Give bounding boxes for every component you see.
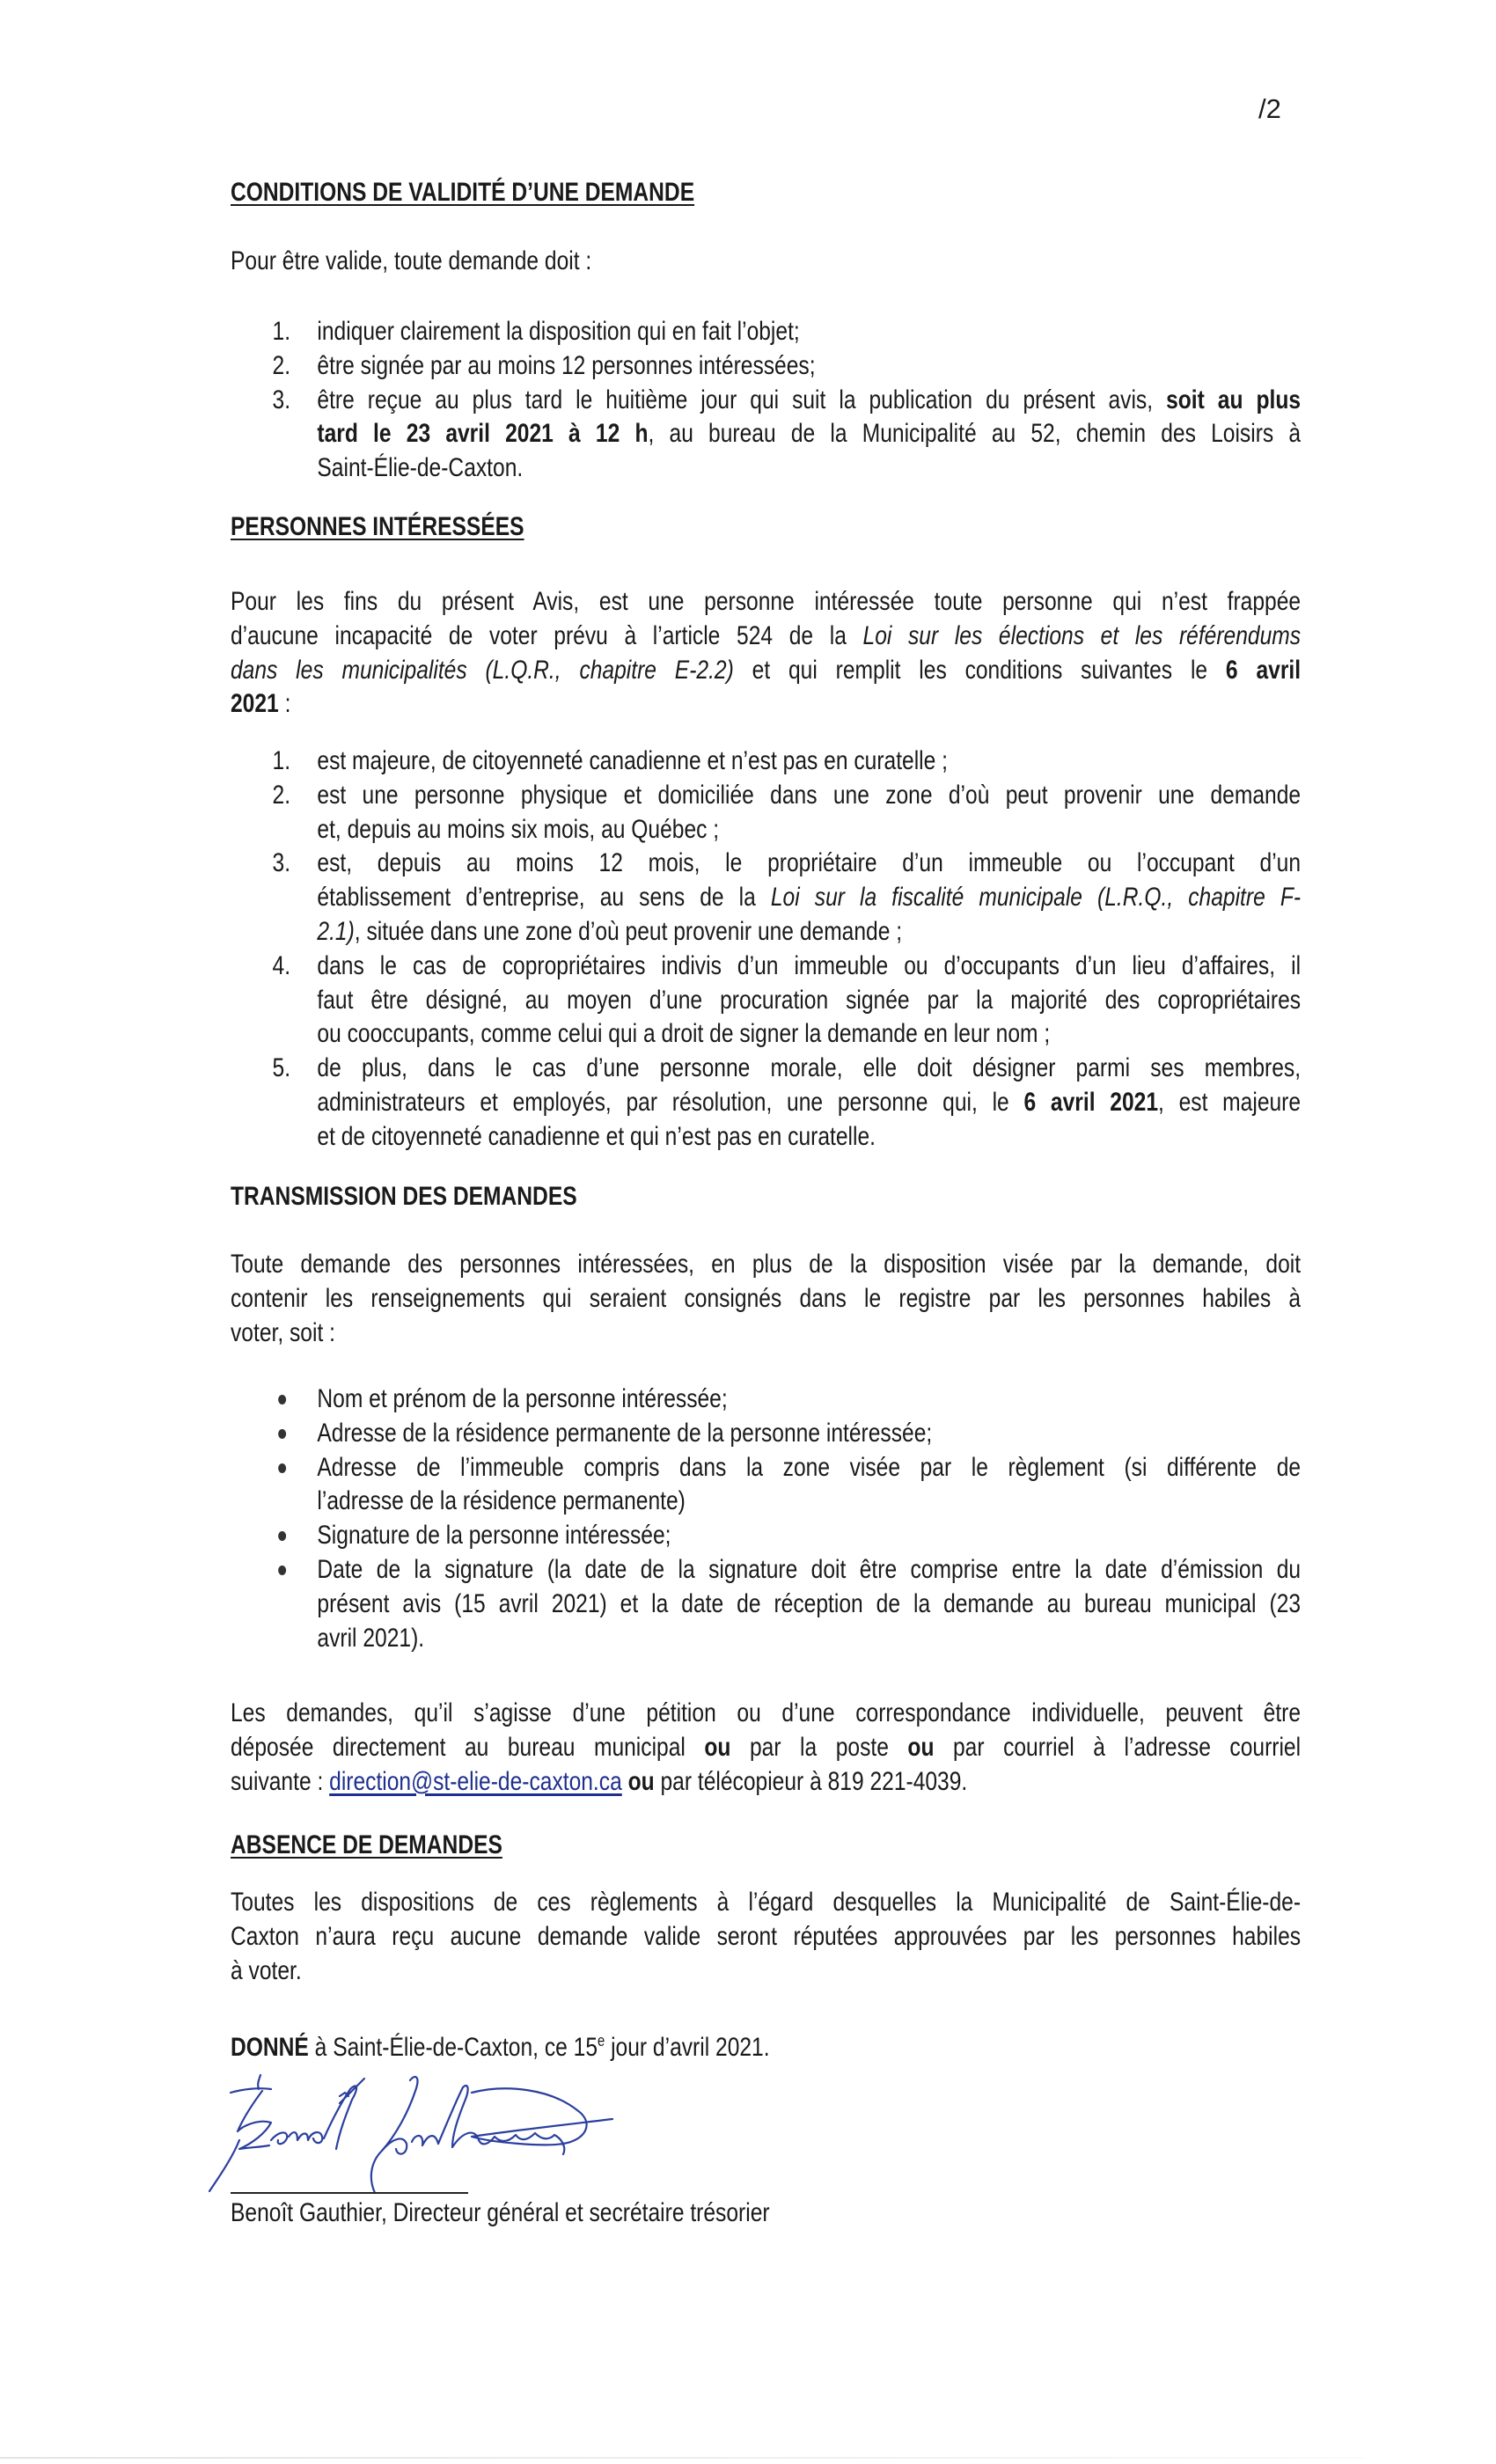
text-line [231,1920,1301,1954]
italic-text: 2.1) [317,916,355,946]
list-number: 1. [272,746,291,775]
signature-stroke-enoit [271,2079,364,2149]
heading-text: CONDITIONS DE VALIDITÉ D’UNE DEMANDE [231,178,695,207]
text-line [231,1731,1301,1765]
text-segment: , au bureau de la Municipalité au 52, chemin des Loisirs à [648,419,1302,449]
text-line [231,1697,1301,1731]
heading-transmission: TRANSMISSION DES DEMANDES [231,1182,577,1211]
text-segment: : [278,689,291,719]
donne-label: DONNÉ [231,2033,309,2062]
text-segment: présent avis (15 avril 2021) et la date de réception de la demande au bureau municipal (23 [317,1588,1302,1618]
text-line [317,984,1301,1018]
text-segment: ou cooccupants, comme celui qui a droit de signer la demande en leur nom ; [317,1019,1051,1049]
numbered-list-item [231,1052,1301,1154]
list-number: 1. [272,317,291,346]
page-number: /2 [1258,93,1281,124]
text-line [317,779,1301,813]
bullet-icon [278,1531,286,1541]
signatory-block [231,2196,1301,2231]
bold-text: 2021 [231,689,279,719]
given-at-line [231,2031,1301,2065]
text-line [231,1316,1301,1351]
heading-text: ABSENCE DE DEMANDES [231,1830,502,1859]
heading-text: PERSONNES INTÉRESSÉES [231,512,524,541]
numbered-list-item [231,384,1301,486]
text-segment: avril 2021). [317,1623,425,1653]
bold-text: 6 avril [1225,655,1302,685]
text-segment: être reçue au plus tard le huitième jour qui suit la publication du présent avis, [317,385,1167,414]
text-segment: faut être désigné, au moyen d’une procuration signée par la majorité des copropriétaires [317,985,1302,1015]
text-segment: et qui remplit les conditions suivantes le [733,655,1226,685]
bold-text: ou [704,1732,731,1762]
text-segment: , est majeure [1158,1087,1302,1117]
text-segment: Toute demande des personnes intéressées, en plus de la disposition visée par la demande, doit [231,1250,1302,1279]
text-line [231,1282,1301,1316]
text-line [317,1120,1301,1155]
text-segment: Date de la signature (la date de la signature doit être comprise entre la date d’émission du [317,1554,1302,1584]
text-line [317,950,1301,984]
text-line [231,654,1301,688]
text-line [317,1622,1301,1656]
text-segment: déposée directement au bureau municipal [231,1732,705,1762]
text-line [231,687,1301,722]
text-segment: d’aucune incapacité de voter prévu à l’article 524 de la [231,620,863,650]
conditions-intro-block [231,245,1301,279]
bold-text: soit au plus [1166,385,1302,414]
text-segment: à voter. [231,1955,302,1985]
bold-text: ou [907,1732,935,1762]
text-segment: est, depuis au moins 12 mois, le propriétaire d’un immeuble ou l’occupant d’un [317,848,1302,878]
numbered-list-item [231,349,1301,384]
list-number: 4. [272,950,291,980]
text-segment: Pour les fins du présent Avis, est une personne intéressée toute personne qui n’est frappée [231,587,1302,616]
bullet-list-item [231,1519,1301,1553]
numbered-list-item [231,950,1301,1052]
section-absence [231,1829,1301,1863]
signature-stroke-authier [438,2086,612,2154]
text-line [317,1417,1301,1451]
personnes-list [231,744,1301,1155]
text-segment: Nom et prénom de la personne intéressée; [317,1384,728,1413]
heading-absence [231,1829,1301,1863]
text-segment: par courriel à l’adresse courriel [934,1732,1302,1762]
text-segment: Signature de la personne intéressée; [317,1521,671,1551]
bold-text: ou [627,1766,655,1796]
conditions-list [231,315,1301,486]
text-segment: administrateurs et employés, par résolution, une personne qui, le [317,1087,1024,1117]
bullet-icon [278,1566,286,1575]
italic-text: Loi sur les élections et les référendums [862,620,1302,650]
email-link[interactable]: direction@st-elie-de-caxton.ca [329,1766,622,1796]
heading-conditions [231,176,1301,210]
text-line [317,384,1301,418]
numbered-list-item [231,744,1301,779]
text-segment: est majeure, de citoyenneté canadienne et n’est pas en curatelle ; [317,746,949,775]
text-segment: voter, soit : [231,1317,335,1347]
text-segment: est une personne physique et domiciliée dans une zone d’où peut provenir une demande [317,780,1302,810]
text-segment: et, depuis au moins six mois, au Québec ; [317,814,720,844]
text-line [317,881,1301,915]
text-segment: l’adresse de la résidence permanente) [317,1486,686,1516]
text-line [317,1519,1301,1553]
text-segment: , située dans une zone d’où peut provenir une demande ; [354,916,903,946]
text-line [317,315,1301,349]
text-line [317,1382,1301,1417]
text-segment: établissement d’entreprise, au sens de la [317,883,771,913]
list-number: 2. [272,780,291,810]
numbered-list-item [231,847,1301,949]
text-segment: suivante : [231,1766,330,1796]
text-line [317,1553,1301,1588]
text-line [317,1451,1301,1485]
text-segment: Adresse de la résidence permanente de la personne intéressée; [317,1418,933,1448]
text-segment: de plus, dans le cas d’une personne morale, elle doit désigner parmi ses membres, [317,1053,1302,1083]
text-line [231,1954,1301,1989]
text-segment: par la poste [730,1732,908,1762]
scan-edge-artifact [0,2457,1364,2459]
numbered-list-item [231,315,1301,349]
text-segment: être signée par au moins 12 personnes intéressées; [317,350,816,380]
conditions-intro: Pour être valide, toute demande doit : [231,246,592,275]
signature-stroke-b [209,2075,271,2191]
signature-stroke-g [371,2077,438,2193]
text-line [231,1765,1301,1800]
text-line [317,744,1301,779]
transmission-paragraph [231,1248,1301,1350]
text-line [317,1086,1301,1120]
list-number: 3. [272,385,291,414]
text-line [317,451,1301,486]
text-line [231,585,1301,620]
bullet-icon [278,1463,286,1473]
text-segment [622,1767,628,1796]
signature-image [208,2070,630,2197]
section-personnes [231,510,1301,545]
text-line [231,1886,1301,1920]
signatory-name: Benoît Gauthier, Directeur général et secrétaire trésorier [231,2198,770,2227]
text-line [317,813,1301,847]
signature-line [231,2192,468,2194]
text-segment: Caxton n’aura reçu aucune demande valide seront réputées approuvées par les personnes habiles [231,1921,1302,1951]
donne-date: jour d’avril 2021. [605,2033,770,2062]
donne-sup: e [598,2032,605,2050]
text-segment: Saint-Élie-de-Caxton. [317,453,524,483]
bullet-list-item [231,1451,1301,1520]
bold-text: tard le 23 avril 2021 à 12 h [317,419,649,449]
text-line [317,915,1301,950]
text-segment: par télécopieur à 819 221-4039. [654,1766,968,1796]
text-segment: contenir les renseignements qui seraient consignés dans le registre par les personnes habiles à [231,1283,1302,1313]
text-line [317,847,1301,881]
text-line [317,1588,1301,1622]
section-transmission [231,1180,1301,1214]
text-segment: dans le cas de copropriétaires indivis d’un immeuble ou d’occupants d’un lieu d’affaires, il [317,950,1302,980]
heading-personnes [231,510,1301,545]
italic-text: dans les municipalités (L.Q.R., chapitre E-2.2) [231,655,734,685]
bullet-icon [278,1395,286,1404]
text-line [317,1485,1301,1519]
transmission-bullets [231,1382,1301,1655]
text-segment: indiquer clairement la disposition qui en fait l’objet; [317,317,800,346]
donne-text: à Saint-Élie-de-Caxton, ce 15 [308,2033,598,2062]
text-line [231,620,1301,654]
list-number: 5. [272,1053,291,1083]
text-line [317,349,1301,384]
section-conditions [231,176,1301,210]
bullet-list-item [231,1382,1301,1417]
bullet-list-item [231,1553,1301,1655]
text-segment: Les demandes, qu’il s’agisse d’une pétition ou d’une correspondance individuelle, peuvent être [231,1698,1302,1727]
bold-text: 6 avril 2021 [1023,1087,1159,1117]
text-segment: Adresse de l’immeuble compris dans la zone visée par le règlement (si différente de [317,1452,1302,1482]
list-number: 3. [272,848,291,878]
list-number: 2. [272,350,291,380]
italic-text: Loi sur la fiscalité municipale (L.R.Q., chapitre F- [770,883,1302,913]
text-line [317,1052,1301,1086]
absence-paragraph [231,1886,1301,1988]
text-line [317,1017,1301,1052]
bullet-icon [278,1429,286,1439]
text-segment: Toutes les dispositions de ces règlements à l’égard desquelles la Municipalité de Saint-Élie-de- [231,1888,1302,1917]
personnes-paragraph [231,585,1301,722]
text-segment: et de citoyenneté canadienne et qui n’est pas en curatelle. [317,1121,876,1151]
transmission-closing [231,1697,1301,1799]
numbered-list-item [231,779,1301,847]
text-line [231,1248,1301,1282]
bullet-list-item [231,1417,1301,1451]
text-line [317,417,1301,451]
